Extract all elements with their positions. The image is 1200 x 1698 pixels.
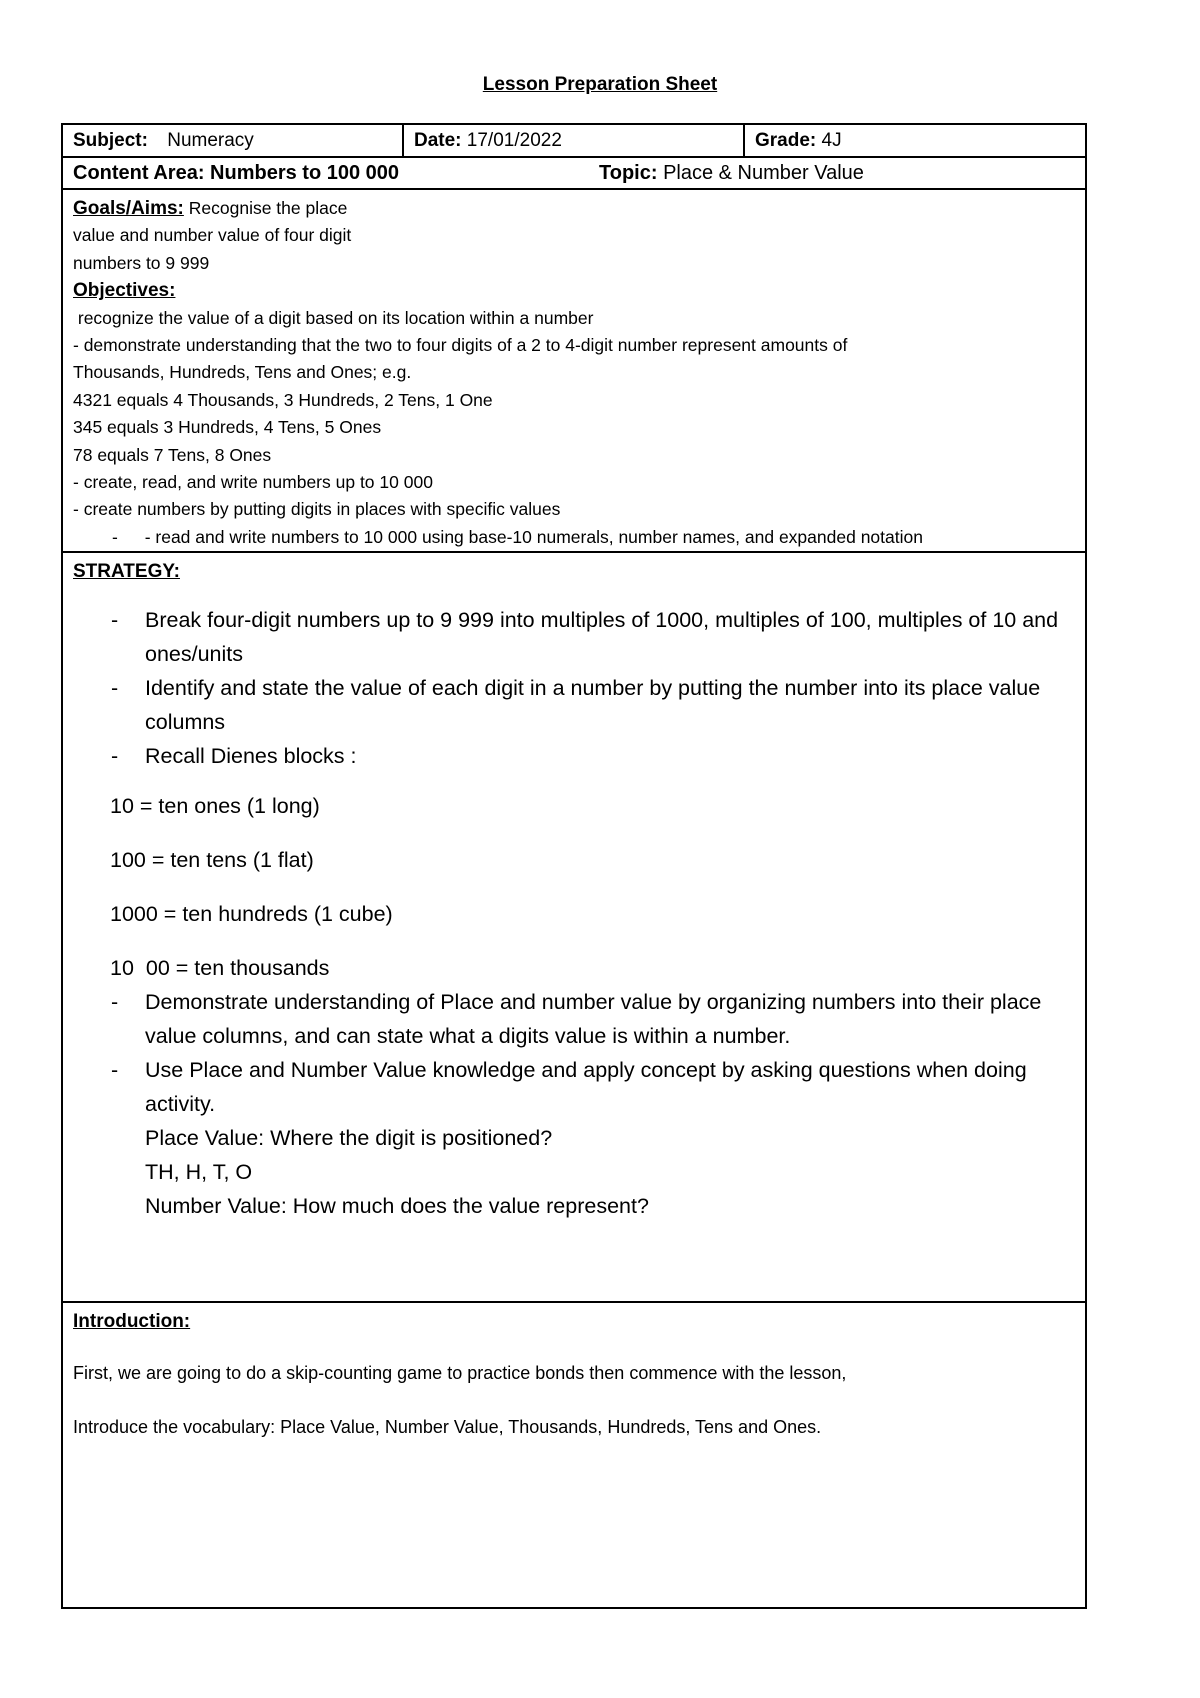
goals-heading: Goals/Aims: xyxy=(73,198,184,219)
introduction-paragraph: Introduce the vocabulary: Place Value, Number Value, Thousands, Hundreds, Tens and Ones. xyxy=(73,1417,822,1437)
page-title: Lesson Preparation Sheet xyxy=(482,74,718,95)
grade-label: Grade: xyxy=(755,130,817,151)
content-area-value: Numbers to 100 000 xyxy=(210,162,400,184)
objective-line: - create, read, and write numbers up to 10 000 xyxy=(73,472,433,493)
goals-text-2: value and number value of four digit xyxy=(73,225,352,246)
objectives-heading: Objectives: xyxy=(73,280,176,302)
strategy-item-text: Break four-digit numbers up to 9 999 into multiples of 1000, multiples of 100, multiples of 10 and ones/units xyxy=(145,608,1059,666)
objective-line: 345 equals 3 Hundreds, 4 Tens, 5 Ones xyxy=(73,417,382,438)
dienes-equation: 1000 = ten hundreds (1 cube) xyxy=(110,902,393,926)
content-area-row xyxy=(63,158,1085,190)
header-row xyxy=(63,125,1085,158)
strategy-row xyxy=(63,553,1085,1303)
grade-cell xyxy=(745,125,1085,156)
strategy-dash: - xyxy=(111,608,119,632)
objective-bullet-dash: - xyxy=(112,526,118,547)
lesson-sheet-table xyxy=(61,123,1087,1609)
objective-line: Thousands, Hundreds, Tens and Ones; e.g. xyxy=(73,362,412,383)
strategy-dash: - xyxy=(111,990,119,1014)
goals-text-1: Recognise the place xyxy=(188,198,348,218)
strategy-list-a xyxy=(73,603,1075,773)
date-cell xyxy=(404,125,745,156)
date-value: 17/01/2022 xyxy=(466,130,562,151)
strategy-dash: - xyxy=(111,676,119,700)
strategy-dash: - xyxy=(111,1058,119,1082)
strategy-item xyxy=(73,985,1075,1053)
grade-value: 4J xyxy=(821,130,842,151)
goals-objectives-row xyxy=(63,190,1085,553)
strategy-item xyxy=(73,603,1075,671)
strategy-item xyxy=(73,671,1075,739)
strategy-sub-line: Place Value: Where the digit is positioned? xyxy=(145,1126,553,1150)
strategy-item-text: Identify and state the value of each digit in a number by putting the number into its place value columns xyxy=(145,676,1041,734)
objective-line: 4321 equals 4 Thousands, 3 Hundreds, 2 Tens, 1 One xyxy=(73,389,493,410)
objective-bullet-text: - read and write numbers to 10 000 using base-10 numerals, number names, and expanded notation xyxy=(144,526,923,547)
strategy-dash: - xyxy=(111,744,119,768)
objective-line: - demonstrate understanding that the two to four digits of a 2 to 4-digit number represent amounts of xyxy=(73,335,848,356)
objective-bullet-line xyxy=(73,524,1075,551)
objective-line: recognize the value of a digit based on its location within a number xyxy=(73,307,594,328)
strategy-item-text: Demonstrate understanding of Place and number value by organizing numbers into their place value columns, and can state what a digits value is within a number. xyxy=(145,990,1042,1048)
topic xyxy=(599,162,864,185)
objective-line: 78 equals 7 Tens, 8 Ones xyxy=(73,444,272,465)
content-area-label: Content Area: xyxy=(73,162,205,184)
introduction-paragraph: First, we are going to do a skip-counting game to practice bonds then commence with the lesson, xyxy=(73,1363,847,1383)
strategy-item xyxy=(73,739,1075,773)
introduction-heading: Introduction: xyxy=(73,1311,191,1332)
goals-line-1 xyxy=(73,195,1075,222)
objective-line: - create numbers by putting digits in places with specific values xyxy=(73,499,561,520)
goals-text-3: numbers to 9 999 xyxy=(73,252,210,273)
strategy-sub-line: Number Value: How much does the value represent? xyxy=(145,1194,649,1218)
dienes-equation: 10 = ten ones (1 long) xyxy=(110,794,320,818)
dienes-equation: 10 00 = ten thousands xyxy=(110,956,330,980)
topic-value: Place & Number Value xyxy=(663,162,864,184)
subject-label: Subject: xyxy=(73,130,148,151)
strategy-item-text: Use Place and Number Value knowledge and apply concept by asking questions when doing activity. xyxy=(145,1058,1027,1116)
subject-value: Numeracy xyxy=(167,130,254,151)
subject-cell xyxy=(63,125,404,156)
strategy-heading: STRATEGY: xyxy=(73,561,180,582)
dienes-equation: 100 = ten tens (1 flat) xyxy=(110,848,314,872)
strategy-sub-line: TH, H, T, O xyxy=(145,1160,253,1184)
date-label: Date: xyxy=(414,130,462,151)
strategy-item-text: Recall Dienes blocks : xyxy=(145,744,357,768)
strategy-item xyxy=(73,1053,1075,1121)
content-area xyxy=(73,162,399,185)
topic-label: Topic: xyxy=(599,162,658,184)
introduction-row xyxy=(63,1303,1085,1607)
strategy-list-b xyxy=(73,985,1075,1121)
